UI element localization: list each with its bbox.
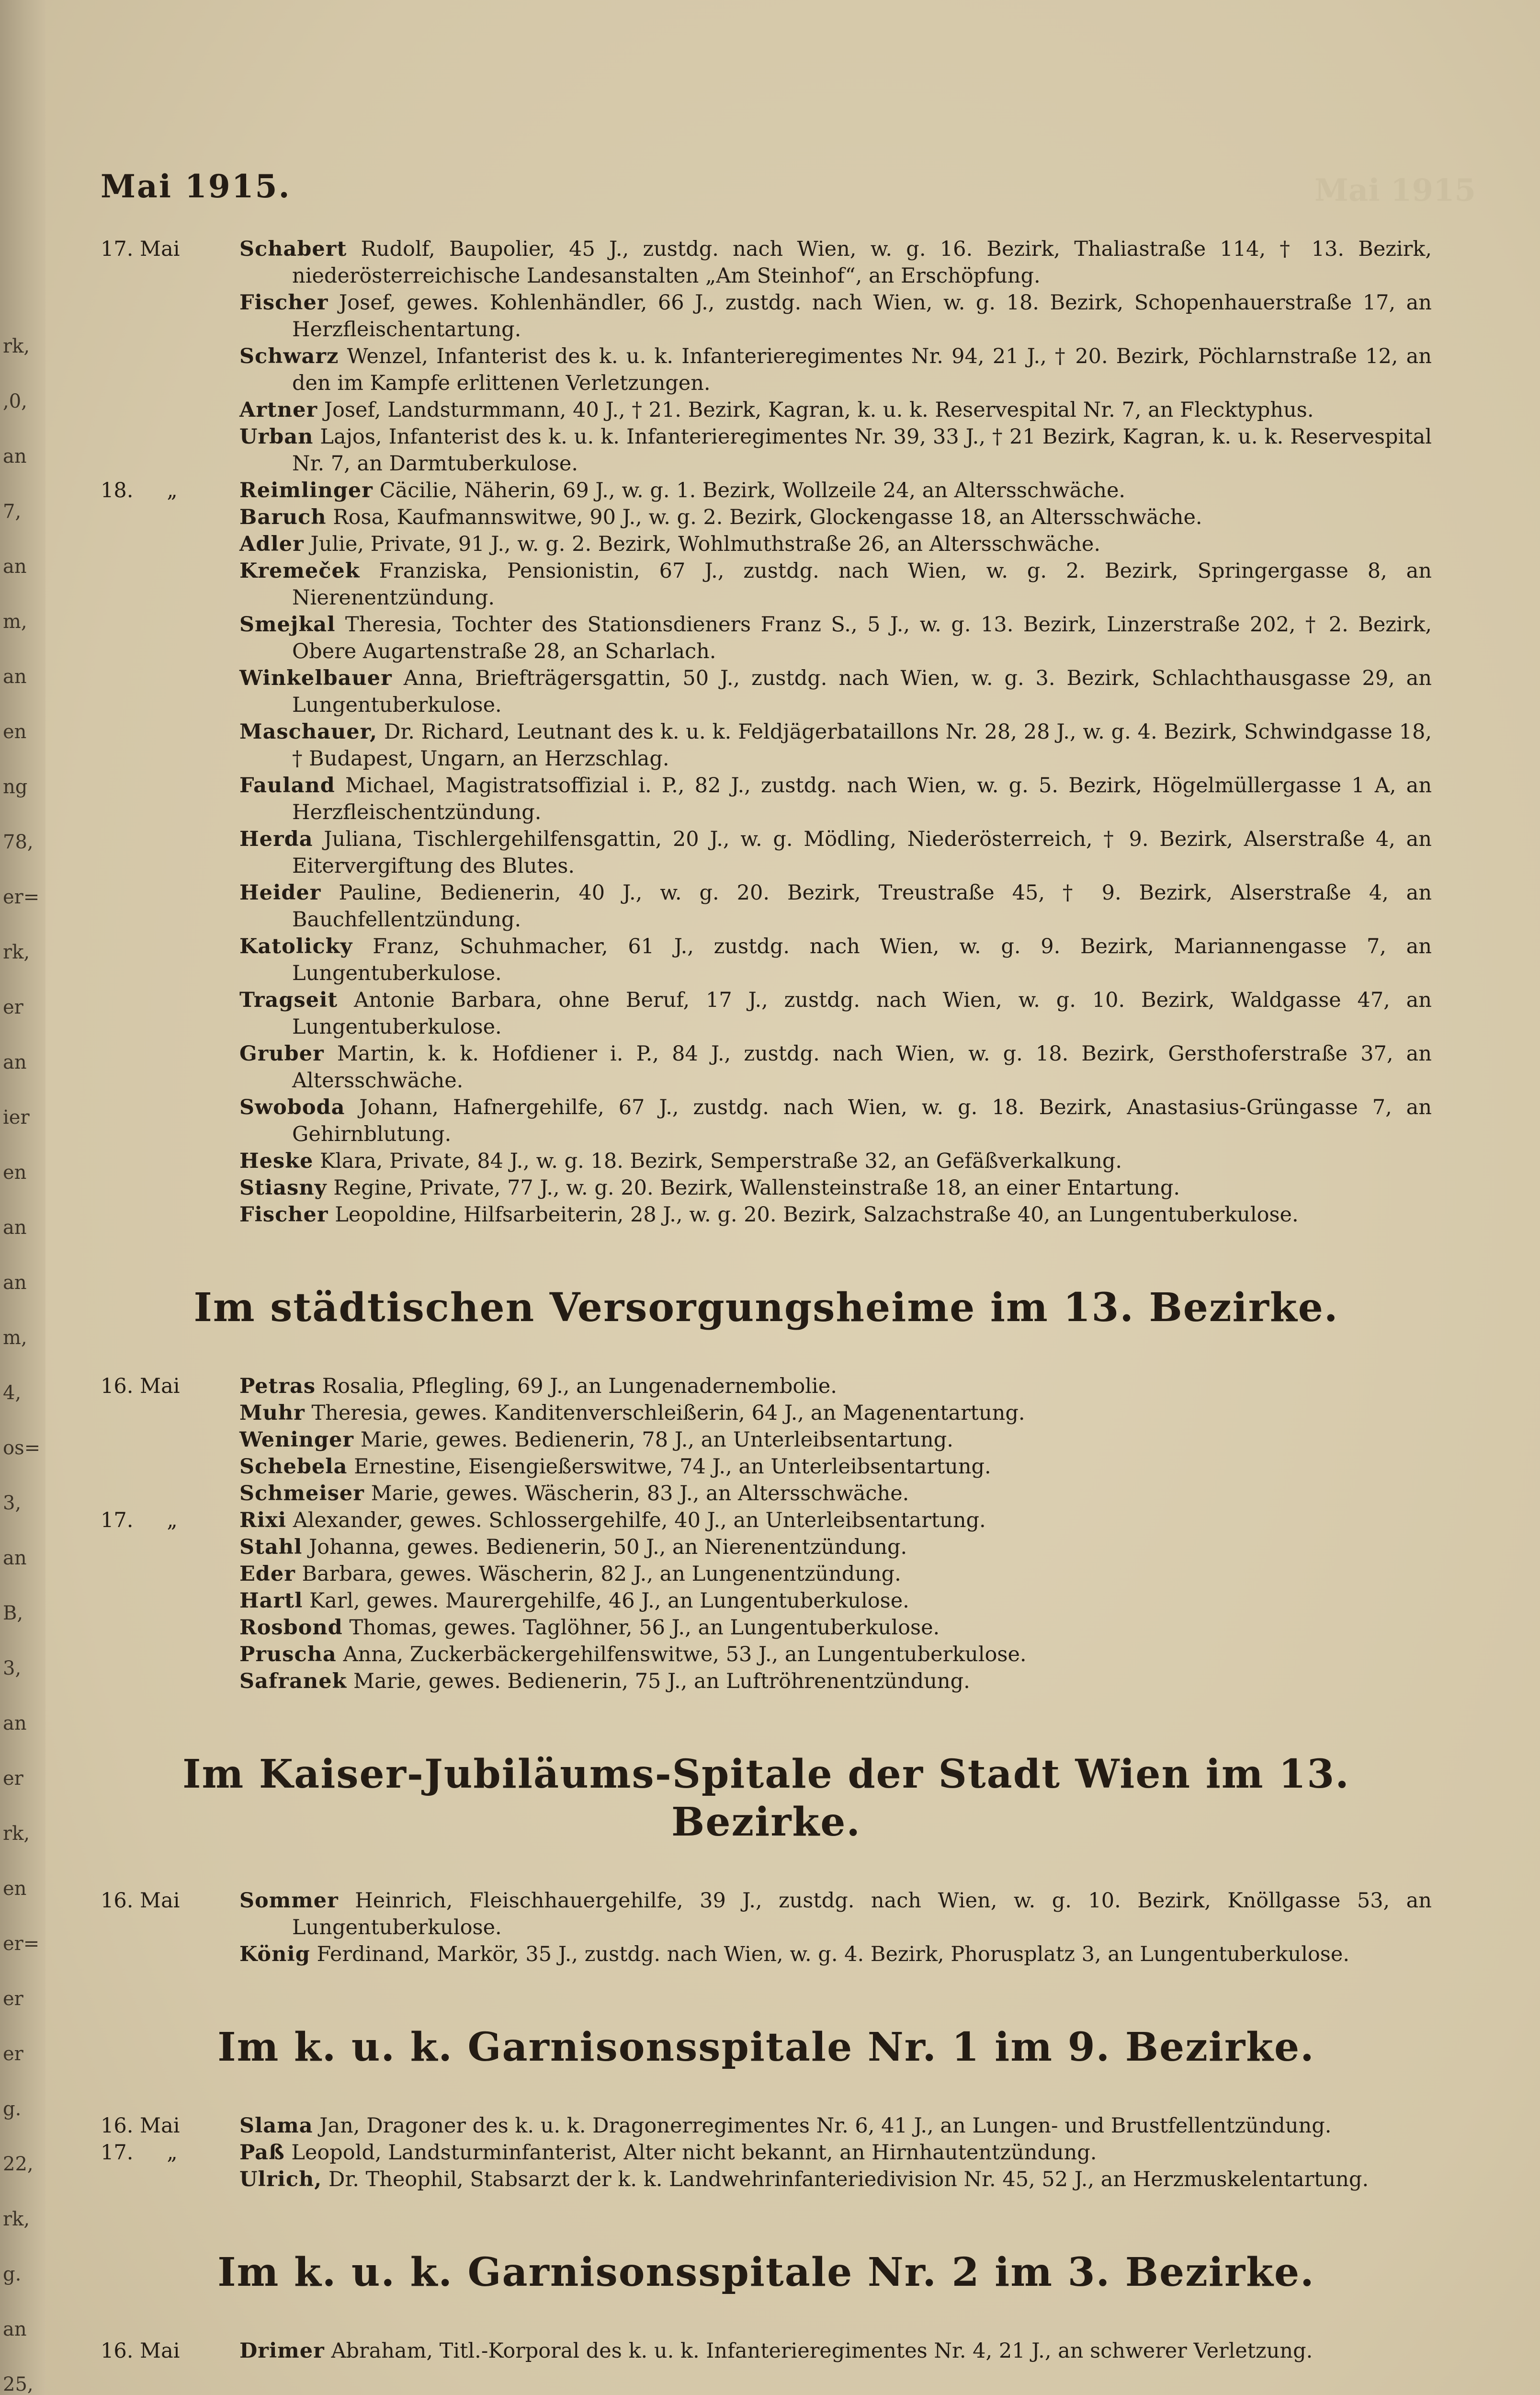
facing-page-fragment: 4, — [3, 1382, 22, 1404]
entry-details: Regine, Private, 77 J., w. g. 20. Bezirk, Wallensteinstraße 18, an einer Entartung. — [333, 1176, 1180, 1200]
entry-date-text: 16. Mai — [101, 2339, 180, 2363]
death-record-entry — [101, 343, 1432, 397]
binding-gutter — [0, 0, 46, 2395]
ditto-mark: „ — [167, 1508, 178, 1532]
sections — [101, 236, 1432, 2395]
death-record-entry — [101, 611, 1432, 665]
entry-list — [101, 2338, 1432, 2364]
facing-page-fragment: an — [3, 1051, 27, 1073]
death-record-entry — [101, 531, 1432, 558]
entry-details: Cäcilie, Näherin, 69 J., w. g. 1. Bezirk, Wollzeile 24, an Altersschwäche. — [379, 479, 1126, 502]
entry-details: Johanna, gewes. Bedienerin, 50 J., an Nierenentzündung. — [309, 1535, 907, 1559]
entry-surname: Fischer — [239, 1203, 328, 1227]
register-section — [101, 1750, 1432, 1968]
page-content — [101, 168, 1432, 2395]
death-record-entry — [101, 289, 1432, 343]
entry-details: Michael, Magistratsoffizial i. P., 82 J., zustdg. nach Wien, w. g. 5. Bezirk, Högelmüllergasse 1 A, an Herzfleischentzündung. — [292, 774, 1432, 824]
entry-text — [239, 1614, 1432, 1641]
facing-page-fragment: en — [3, 721, 27, 743]
entry-surname: Tragseit — [239, 988, 338, 1012]
entry-text — [239, 1668, 1432, 1695]
facing-page-fragment: er= — [3, 886, 40, 908]
entry-text — [239, 2338, 1432, 2364]
entry-surname: Sommer — [239, 1889, 339, 1913]
entry-details: Thomas, gewes. Taglöhner, 56 J., an Lungentuberkulose. — [349, 1616, 940, 1640]
section-title: Im k. u. k. Garnisonsspitale Nr. 1 im 9. Bezirke. — [217, 2024, 1315, 2070]
section-title: Im Kaiser-Jubiläums-Spitale der Stadt Wien im 13. Bezirke. — [182, 1751, 1350, 1845]
entry-date-text: 17. — [101, 2141, 134, 2165]
entry-date — [101, 2139, 235, 2166]
entry-text — [239, 1480, 1432, 1507]
entry-text — [239, 879, 1432, 933]
entry-surname: Swoboda — [239, 1095, 345, 1119]
page — [45, 0, 1540, 2395]
entry-date — [101, 477, 235, 504]
entry-details: Heinrich, Fleischhauergehilfe, 39 J., zustdg. nach Wien, w. g. 10. Bezirk, Knöllgasse 53, an Lungentuberkulose. — [292, 1889, 1432, 1939]
death-record-entry — [101, 1507, 1432, 1534]
entry-details: Martin, k. k. Hofdiener i. P., 84 J., zustdg. nach Wien, w. g. 18. Bezirk, Gersthoferstraße 37, an Altersschwäche. — [292, 1042, 1432, 1093]
entry-surname: Fauland — [239, 774, 335, 798]
death-record-entry — [101, 2139, 1432, 2166]
entry-surname: Schmeiser — [239, 1482, 364, 1505]
entry-details: Johann, Hafnergehilfe, 67 J., zustdg. nach Wien, w. g. 18. Bezirk, Anastasius-Grüngasse 7, an Gehirnblutung. — [292, 1095, 1432, 1146]
entry-text — [239, 1175, 1432, 1201]
entry-date-text: 16. Mai — [101, 1374, 180, 1398]
entry-details: Lajos, Infanterist des k. u. k. Infanterieregimentes Nr. 39, 33 J., † 21 Bezirk, Kagran, k. u. k. Reservespital Nr. 7, an Darmtuberkulose. — [292, 425, 1432, 476]
register-section — [101, 1284, 1432, 1695]
entry-details: Anna, Zuckerbäckergehilfenswitwe, 53 J., an Lungentuberkulose. — [343, 1642, 1027, 1666]
entry-details: Josef, gewes. Kohlenhändler, 66 J., zustdg. nach Wien, w. g. 18. Bezirk, Schopenhauerstraße 17, an Herzfleischentartung. — [292, 291, 1432, 342]
facing-page-fragment: rk, — [3, 941, 30, 963]
entry-text — [239, 1641, 1432, 1668]
entry-details: Dr. Theophil, Stabsarzt der k. k. Landwehrinfanteriedivision Nr. 45, 52 J., an Herzmuskelentartung. — [328, 2167, 1369, 2191]
death-record-entry — [101, 236, 1432, 289]
entry-text — [239, 1094, 1432, 1148]
entry-surname: König — [239, 1942, 310, 1966]
entry-date-text: 17. Mai — [101, 237, 180, 261]
entry-surname: Winkelbauer — [239, 666, 392, 690]
death-record-entry — [101, 1480, 1432, 1507]
facing-page-fragment: g. — [3, 2263, 22, 2285]
entry-surname: Kremeček — [239, 559, 360, 583]
entry-date — [101, 2112, 235, 2139]
death-record-entry — [101, 1426, 1432, 1453]
entry-details: Dr. Richard, Leutnant des k. u. k. Feldjägerbataillons Nr. 28, 28 J., w. g. 4. Bezirk, Schwindgasse 18, † Budapest, Ungarn, an Herzschlag. — [292, 720, 1432, 771]
entry-details: Klara, Private, 84 J., w. g. 18. Bezirk, Semperstraße 32, an Gefäßverkalkung. — [320, 1149, 1122, 1173]
entry-surname: Stiasny — [239, 1176, 327, 1200]
entry-date-text: 16. Mai — [101, 1889, 180, 1913]
death-record-entry — [101, 1641, 1432, 1668]
entry-surname: Artner — [239, 398, 318, 422]
entry-details: Rosa, Kaufmannswitwe, 90 J., w. g. 2. Bezirk, Glockengasse 18, an Altersschwäche. — [333, 505, 1202, 529]
entry-surname: Smejkal — [239, 613, 336, 637]
entry-surname: Pruscha — [239, 1642, 337, 1666]
entry-text — [239, 1453, 1432, 1480]
entry-text — [239, 987, 1432, 1040]
death-record-entry — [101, 1040, 1432, 1094]
entry-surname: Urban — [239, 425, 314, 449]
entry-date — [101, 1373, 235, 1400]
death-record-entry — [101, 879, 1432, 933]
facing-page-fragment: an — [3, 666, 27, 688]
entry-text — [239, 1587, 1432, 1614]
facing-page-fragment: er — [3, 1768, 23, 1790]
facing-page-fragment: B, — [3, 1602, 23, 1624]
entry-details: Franziska, Pensionistin, 67 J., zustdg. nach Wien, w. g. 2. Bezirk, Springergasse 8, an Nierenentzündung. — [292, 559, 1432, 610]
death-record-entry — [101, 477, 1432, 504]
death-record-entry — [101, 1561, 1432, 1587]
entry-details: Theresia, Tochter des Stationsdieners Franz S., 5 J., w. g. 13. Bezirk, Linzerstraße 202, † 2. Bezirk, Obere Augartenstraße 28, an Scharlach. — [292, 613, 1432, 663]
facing-page-fragment: er — [3, 2043, 23, 2065]
facing-page-fragment: an — [3, 445, 27, 468]
entry-surname: Stahl — [239, 1535, 303, 1559]
entry-surname: Ulrich, — [239, 2167, 322, 2191]
register-section — [101, 236, 1432, 1228]
facing-page-fragment: rk, — [3, 1823, 30, 1845]
register-section — [101, 2248, 1432, 2364]
entry-text — [239, 531, 1432, 558]
entry-surname: Schwarz — [239, 344, 339, 368]
death-record-entry — [101, 1201, 1432, 1228]
death-record-entry — [101, 1941, 1432, 1968]
death-record-entry — [101, 1175, 1432, 1201]
entry-surname: Schebela — [239, 1455, 348, 1479]
entry-details: Franz, Schuhmacher, 61 J., zustdg. nach Wien, w. g. 9. Bezirk, Mariannengasse 7, an Lungentuberkulose. — [292, 935, 1432, 985]
entry-text — [239, 933, 1432, 987]
entry-surname: Schabert — [239, 237, 347, 261]
facing-page-fragment: os= — [3, 1437, 41, 1459]
entry-details: Karl, gewes. Maurergehilfe, 46 J., an Lungentuberkulose. — [309, 1589, 909, 1613]
entry-list — [101, 2112, 1432, 2193]
entry-details: Ferdinand, Markör, 35 J., zustdg. nach Wien, w. g. 4. Bezirk, Phorusplatz 3, an Lungentuberkulose. — [317, 1942, 1349, 1966]
entry-date — [101, 1887, 235, 1914]
facing-page-fragment: 25, — [3, 2373, 34, 2395]
death-record-entry — [101, 826, 1432, 879]
entry-text — [239, 1534, 1432, 1561]
entry-text — [239, 343, 1432, 397]
entry-text — [239, 289, 1432, 343]
death-record-entry — [101, 1400, 1432, 1426]
entry-surname: Reimlinger — [239, 479, 373, 502]
entry-surname: Katolicky — [239, 935, 353, 958]
entry-text — [239, 1887, 1432, 1941]
facing-page-fragment: er= — [3, 1933, 40, 1955]
entry-surname: Maschauer, — [239, 720, 378, 744]
facing-page-fragment: an — [3, 556, 27, 578]
death-record-entry — [101, 987, 1432, 1040]
entry-text — [239, 477, 1432, 504]
facing-page-fragment: rk, — [3, 2208, 30, 2230]
facing-page-fragment: er — [3, 1988, 23, 2010]
death-record-entry — [101, 1668, 1432, 1695]
death-record-entry — [101, 423, 1432, 477]
entry-surname: Baruch — [239, 505, 327, 529]
entry-surname: Heske — [239, 1149, 314, 1173]
death-record-entry — [101, 772, 1432, 826]
facing-page-fragment: ,0, — [3, 390, 27, 412]
entry-details: Abraham, Titl.-Korporal des k. u. k. Infanterieregimentes Nr. 4, 21 J., an schwerer Verletzung. — [331, 2339, 1313, 2363]
entry-text — [239, 236, 1432, 289]
facing-page-fragment: m, — [3, 1327, 27, 1349]
death-record-entry — [101, 1587, 1432, 1614]
death-record-entry — [101, 1534, 1432, 1561]
entry-surname: Petras — [239, 1374, 316, 1398]
entry-details: Antonie Barbara, ohne Beruf, 17 J., zustdg. nach Wien, w. g. 10. Bezirk, Waldgasse 47, an Lungentuberkulose. — [292, 988, 1432, 1039]
entry-surname: Weninger — [239, 1428, 354, 1452]
facing-page-fragment: m, — [3, 611, 27, 633]
entry-text — [239, 772, 1432, 826]
death-record-entry — [101, 665, 1432, 718]
facing-page-fragment: an — [3, 1272, 27, 1294]
entry-date-text: 17. — [101, 1508, 134, 1532]
facing-page-fragment: er — [3, 996, 23, 1018]
entry-surname: Adler — [239, 532, 304, 556]
entry-surname: Paß — [239, 2141, 285, 2165]
show-through-ghost-text: Mai 1915 — [1314, 172, 1476, 208]
facing-page-fragment: 3, — [3, 1492, 22, 1514]
entry-text — [239, 826, 1432, 879]
entry-surname: Gruber — [239, 1042, 324, 1066]
death-record-entry — [101, 2338, 1432, 2364]
facing-page-fragment: 22, — [3, 2153, 34, 2175]
death-record-entry — [101, 1453, 1432, 1480]
death-record-entry — [101, 397, 1432, 423]
death-record-entry — [101, 718, 1432, 772]
facing-page-fragment: g. — [3, 2098, 22, 2120]
ditto-mark: „ — [167, 2141, 178, 2165]
facing-page-fragment: an — [3, 1712, 27, 1734]
entry-surname: Heider — [239, 881, 321, 905]
entry-date — [101, 1507, 235, 1534]
death-record-entry — [101, 2112, 1432, 2139]
entry-date-text: 16. Mai — [101, 2114, 180, 2138]
entry-list — [101, 1887, 1432, 1968]
entry-details: Barbara, gewes. Wäscherin, 82 J., an Lungenentzündung. — [302, 1562, 901, 1586]
entry-details: Julie, Private, 91 J., w. g. 2. Bezirk, Wohlmuthstraße 26, an Altersschwäche. — [310, 532, 1101, 556]
death-record-entry — [101, 1887, 1432, 1941]
death-record-entry — [101, 933, 1432, 987]
entry-details: Ernestine, Eisengießerswitwe, 74 J., an Unterleibsentartung. — [354, 1455, 991, 1479]
facing-page-fragment: an — [3, 1547, 27, 1569]
entry-surname: Drimer — [239, 2339, 325, 2363]
entry-surname: Hartl — [239, 1589, 303, 1613]
facing-page-fragment: 7, — [3, 501, 22, 523]
running-head: Mai 1915. — [101, 168, 291, 205]
death-record-entry — [101, 1094, 1432, 1148]
entry-details: Rudolf, Baupolier, 45 J., zustdg. nach Wien, w. g. 16. Bezirk, Thaliastraße 114, † 13. Bezirk, niederösterreichische Landesanstalten „Am Steinhof“, an Erschöpfung. — [292, 237, 1432, 288]
entry-date — [101, 2338, 235, 2364]
register-section — [101, 2023, 1432, 2193]
entry-text — [239, 665, 1432, 718]
entry-text — [239, 397, 1432, 423]
facing-page-fragment: en — [3, 1878, 27, 1900]
section-title: Im städtischen Versorgungsheime im 13. Bezirke. — [193, 1285, 1339, 1331]
entry-list — [101, 236, 1432, 1228]
entry-text — [239, 504, 1432, 531]
entry-text — [239, 1373, 1432, 1400]
death-record-entry — [101, 1614, 1432, 1641]
entry-date-text: 18. — [101, 479, 134, 502]
entry-text — [239, 1040, 1432, 1094]
entry-list — [101, 1373, 1432, 1695]
entry-surname: Muhr — [239, 1401, 305, 1425]
entry-surname: Eder — [239, 1562, 295, 1586]
facing-page-fragment: an — [3, 1217, 27, 1239]
death-record-entry — [101, 504, 1432, 531]
entry-details: Rosalia, Pflegling, 69 J., an Lungenadernembolie. — [322, 1374, 837, 1398]
entry-details: Leopold, Landsturminfanterist, Alter nicht bekannt, an Hirnhautentzündung. — [291, 2141, 1097, 2165]
entry-details: Pauline, Bedienerin, 40 J., w. g. 20. Bezirk, Treustraße 45, † 9. Bezirk, Alserstraße 4, an Bauchfellentzündung. — [292, 881, 1432, 932]
death-record-entry — [101, 2166, 1432, 2193]
entry-details: Juliana, Tischlergehilfensgattin, 20 J., w. g. Mödling, Niederösterreich, † 9. Bezirk, Alserstraße 4, an Eitervergiftung des Blutes. — [292, 827, 1432, 878]
entry-details: Marie, gewes. Wäscherin, 83 J., an Altersschwäche. — [371, 1482, 909, 1505]
entry-details: Jan, Dragoner des k. u. k. Dragonerregimentes Nr. 6, 41 J., an Lungen- und Brustfellentzündung. — [319, 2114, 1332, 2138]
death-record-entry — [101, 1373, 1432, 1400]
entry-text — [239, 1148, 1432, 1175]
entry-text — [239, 2112, 1432, 2139]
entry-text — [239, 718, 1432, 772]
facing-page-fragment: 78, — [3, 831, 34, 853]
entry-text — [239, 1201, 1432, 1228]
entry-text — [239, 1941, 1432, 1968]
entry-surname: Rosbond — [239, 1616, 343, 1640]
facing-page-fragment: ier — [3, 1106, 30, 1129]
entry-text — [239, 1507, 1432, 1534]
entry-surname: Safranek — [239, 1669, 347, 1693]
entry-date — [101, 236, 235, 262]
facing-page-fragment: ng — [3, 776, 28, 798]
entry-text — [239, 423, 1432, 477]
entry-surname: Fischer — [239, 291, 328, 315]
entry-text — [239, 1400, 1432, 1426]
facing-page-fragment: 3, — [3, 1657, 22, 1679]
ditto-mark: „ — [167, 479, 178, 502]
death-record-entry — [101, 1148, 1432, 1175]
entry-details: Anna, Briefträgersgattin, 50 J., zustdg. nach Wien, w. g. 3. Bezirk, Schlachthausgasse 29, an Lungentuberkulose. — [292, 666, 1432, 717]
entry-details: Leopoldine, Hilfsarbeiterin, 28 J., w. g. 20. Bezirk, Salzachstraße 40, an Lungentuberkulose. — [335, 1203, 1299, 1227]
entry-details: Wenzel, Infanterist des k. u. k. Infanterieregimentes Nr. 94, 21 J., † 20. Bezirk, Pöchlarnstraße 12, an den im Kampfe erlittenen Verletzungen. — [292, 344, 1432, 395]
entry-details: Marie, gewes. Bedienerin, 75 J., an Luftröhrenentzündung. — [353, 1669, 970, 1693]
entry-details: Theresia, gewes. Kanditenverschleißerin, 64 J., an Magenentartung. — [311, 1401, 1025, 1425]
entry-surname: Herda — [239, 827, 313, 851]
entry-text — [239, 1561, 1432, 1587]
entry-text — [239, 2166, 1432, 2193]
entry-text — [239, 2139, 1432, 2166]
entry-details: Marie, gewes. Bedienerin, 78 J., an Unterleibsentartung. — [360, 1428, 953, 1452]
entry-details: Alexander, gewes. Schlossergehilfe, 40 J., an Unterleibsentartung. — [293, 1508, 986, 1532]
entry-details: Josef, Landsturmmann, 40 J., † 21. Bezirk, Kagran, k. u. k. Reservespital Nr. 7, an Flecktyphus. — [324, 398, 1314, 422]
entry-text — [239, 1426, 1432, 1453]
facing-page-fragment: an — [3, 2318, 27, 2340]
facing-page-fragment: rk, — [3, 335, 30, 357]
entry-text — [239, 558, 1432, 611]
facing-page-fragment: en — [3, 1162, 27, 1184]
death-record-entry — [101, 558, 1432, 611]
entry-text — [239, 611, 1432, 665]
section-title: Im k. u. k. Garnisonsspitale Nr. 2 im 3. Bezirke. — [217, 2249, 1315, 2295]
entry-surname: Slama — [239, 2114, 313, 2138]
entry-surname: Rixi — [239, 1508, 287, 1532]
